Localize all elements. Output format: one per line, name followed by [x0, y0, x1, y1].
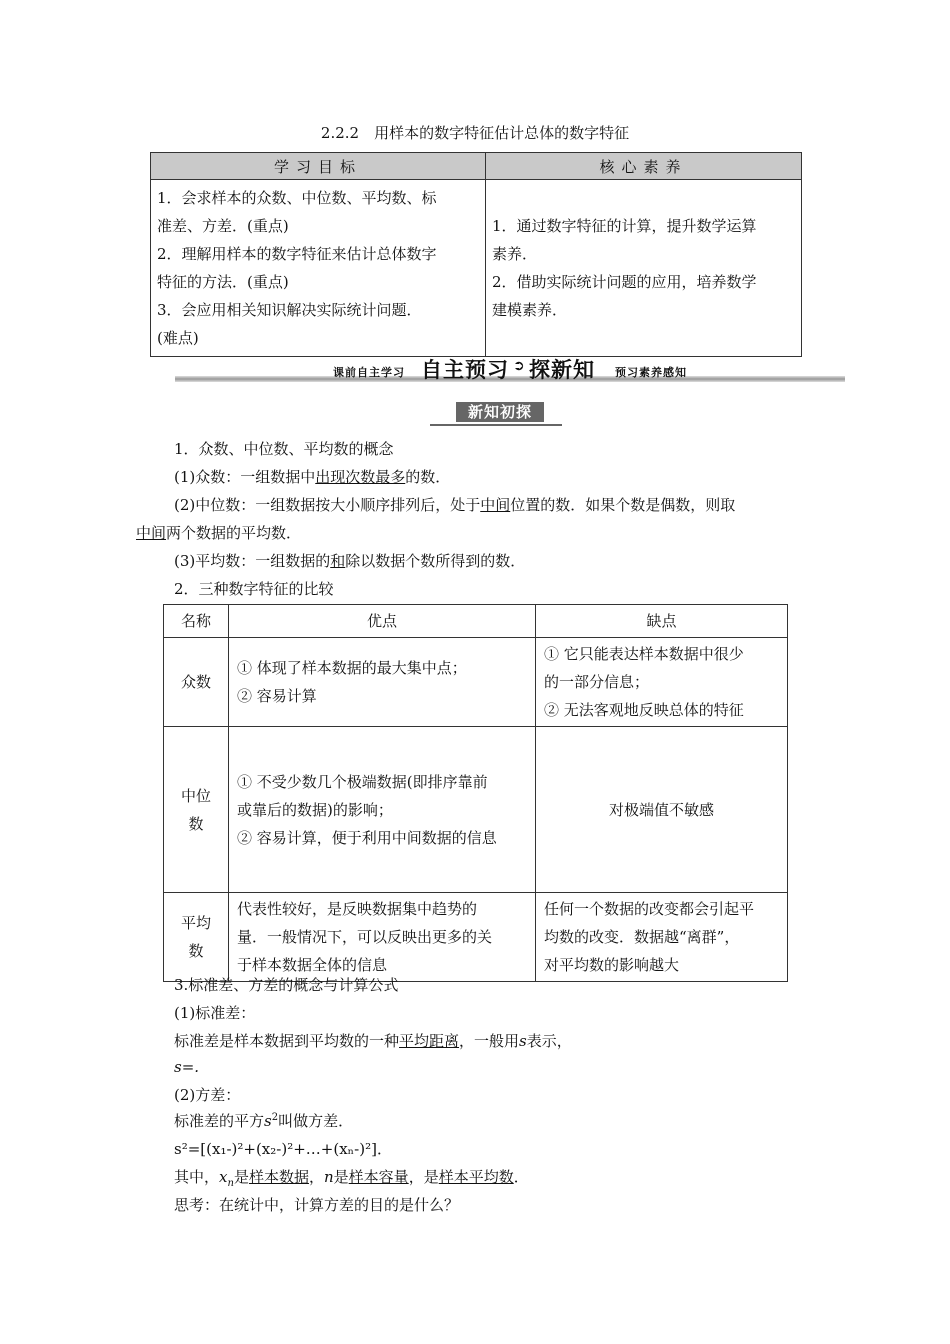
sd-definition: 标准差是样本数据到平均数的一种平均距离，一般用s表示，: [174, 1032, 572, 1050]
section-banner: [175, 354, 845, 384]
sd-subheading: (1)标准差：: [174, 1004, 256, 1022]
table-row: [164, 727, 788, 893]
goals-left-line: 特征的方法．(重点): [157, 273, 289, 291]
subhead: [452, 402, 552, 426]
row-name: 平均 数: [164, 893, 229, 982]
sd-formula: s=.: [174, 1058, 200, 1076]
subhead-label: 新知初探: [456, 402, 544, 422]
mean-definition: (3)平均数：一组数据的和除以数据个数所得到的数．: [174, 552, 526, 570]
goals-right-line: 2．借助实际统计问题的应用，培养数学: [492, 273, 757, 291]
banner-right-text: 预习素养感知: [615, 366, 687, 379]
section3-heading: 3.标准差、方差的概念与计算公式: [174, 976, 399, 994]
row-name: 中位 数: [164, 727, 229, 893]
goals-left-cell: [151, 180, 486, 357]
section2-heading: 2．三种数字特征的比较: [174, 580, 334, 598]
table-row: [164, 893, 788, 982]
row-pros: 代表性较好，是反映数据集中趋势的 量．一般情况下，可以反映出更多的关 于样本数据全体的信息: [229, 893, 536, 982]
goals-header-learning: 学习目标: [151, 153, 486, 180]
banner-arrow-icon: ➲: [513, 358, 526, 374]
row-cons: 任何一个数据的改变都会引起平 均数的改变．数据越“离群”， 对平均数的影响越大: [536, 893, 788, 982]
banner-main-text-2: 探新知: [529, 358, 595, 382]
goals-table: [150, 152, 802, 357]
table-row: [164, 638, 788, 727]
goals-right-line: 建模素养．: [492, 301, 568, 319]
banner-main-text-1: 自主预习: [421, 358, 509, 382]
page-title: 2.2.2 用样本的数字特征估计总体的数字特征: [320, 124, 630, 142]
mode-definition: (1)众数：一组数据中出现次数最多的数．: [174, 468, 451, 486]
row-pros: ① 体现了样本数据的最大集中点； ② 容易计算: [229, 638, 536, 727]
goals-left-line: 准差、方差．(重点): [157, 217, 289, 235]
subhead-underline: [430, 424, 562, 426]
goals-header-core: 核心素养: [486, 153, 802, 180]
comparison-table: [163, 604, 788, 982]
section1-heading: 1．众数、中位数、平均数的概念: [174, 440, 394, 458]
header-cons: 缺点: [536, 605, 788, 638]
goals-left-line: 2．理解用样本的数字特征来估计总体数字: [157, 245, 437, 263]
goals-right-line: 1．通过数字特征的计算，提升数学运算: [492, 217, 757, 235]
think-question: 思考：在统计中，计算方差的目的是什么？: [174, 1196, 460, 1214]
median-definition: (2)中位数：一组数据按大小顺序排列后，处于中间位置的数．如果个数是偶数，则取: [174, 496, 736, 514]
row-cons: ① 它只能表达样本数据中很少 的一部分信息； ② 无法客观地反映总体的特征: [536, 638, 788, 727]
row-pros: ① 不受少数几个极端数据(即排序靠前 或靠后的数据)的影响； ② 容易计算，便于利用中间数据的信息: [229, 727, 536, 893]
goals-left-line: (难点): [157, 329, 199, 347]
median-definition-cont: 中间两个数据的平均数．: [136, 524, 302, 542]
formula-explanation: 其中，$x_n$是样本数据，n是样本容量，是样本平均数．: [174, 1168, 529, 1189]
row-name: 众数: [164, 638, 229, 727]
header-name: 名称: [164, 605, 229, 638]
var-formula: s²=[(x₁-)²+(x₂-)²+…+(xₙ-)²]．: [174, 1140, 392, 1158]
goals-left-line: 3．会应用相关知识解决实际统计问题．: [157, 301, 422, 319]
banner-left-text: 课前自主学习: [333, 366, 405, 379]
var-definition: 标准差的平方$s^2$叫做方差．: [174, 1112, 354, 1130]
goals-right-cell: [486, 180, 802, 357]
row-cons: 对极端值不敏感: [536, 727, 788, 893]
header-pros: 优点: [229, 605, 536, 638]
goals-right-line: 素养．: [492, 245, 538, 263]
goals-left-line: 1．会求样本的众数、中位数、平均数、标: [157, 189, 437, 207]
var-subheading: (2)方差：: [174, 1086, 241, 1104]
banner-bar: [175, 376, 845, 382]
